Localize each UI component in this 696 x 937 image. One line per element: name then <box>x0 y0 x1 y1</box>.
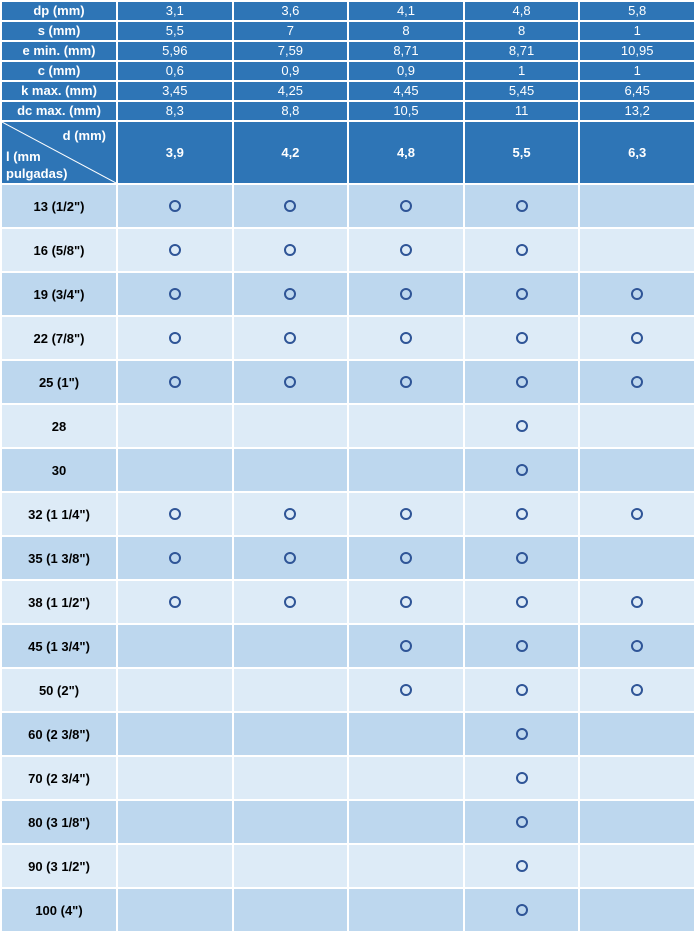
spec-label: c (mm) <box>2 62 116 80</box>
ring-icon <box>169 508 181 520</box>
length-label: 45 (1 3/4") <box>2 625 116 667</box>
spec-label: dc max. (mm) <box>2 102 116 120</box>
ring-icon <box>284 552 296 564</box>
availability-cell <box>234 625 348 667</box>
table-row <box>2 317 694 359</box>
ring-icon <box>400 288 412 300</box>
availability-cell <box>118 581 232 623</box>
spec-label: s (mm) <box>2 22 116 40</box>
ring-icon <box>169 200 181 212</box>
table-row <box>2 449 694 491</box>
spec-value: 8,8 <box>234 102 348 120</box>
availability-cell <box>349 185 463 227</box>
availability-cell <box>465 801 579 843</box>
availability-cell <box>349 889 463 931</box>
spec-row <box>2 62 694 80</box>
length-label: 13 (1/2") <box>2 185 116 227</box>
length-label: 80 (3 1/8") <box>2 801 116 843</box>
spec-value: 1 <box>580 62 694 80</box>
l-axis-label-line2: pulgadas) <box>6 166 68 181</box>
availability-cell <box>465 361 579 403</box>
diameter-header: 6,3 <box>580 122 694 183</box>
availability-cell <box>465 713 579 755</box>
spec-value: 3,45 <box>118 82 232 100</box>
availability-cell <box>465 229 579 271</box>
ring-icon <box>631 596 643 608</box>
length-label: 35 (1 3/8") <box>2 537 116 579</box>
length-label: 50 (2") <box>2 669 116 711</box>
spec-value: 11 <box>465 102 579 120</box>
d-axis-label: d (mm) <box>62 128 106 143</box>
spec-value: 13,2 <box>580 102 694 120</box>
availability-cell <box>118 405 232 447</box>
ring-icon <box>516 904 528 916</box>
ring-icon <box>400 552 412 564</box>
spec-value: 4,1 <box>349 2 463 20</box>
availability-cell <box>118 713 232 755</box>
availability-cell <box>234 581 348 623</box>
spec-value: 3,6 <box>234 2 348 20</box>
availability-cell <box>234 757 348 799</box>
ring-icon <box>631 332 643 344</box>
ring-icon <box>400 200 412 212</box>
availability-cell <box>580 405 694 447</box>
spec-label: k max. (mm) <box>2 82 116 100</box>
availability-cell <box>465 757 579 799</box>
availability-cell <box>234 845 348 887</box>
length-label: 25 (1") <box>2 361 116 403</box>
availability-cell <box>234 361 348 403</box>
table-row <box>2 273 694 315</box>
ring-icon <box>400 596 412 608</box>
ring-icon <box>516 420 528 432</box>
availability-cell <box>234 493 348 535</box>
availability-cell <box>465 581 579 623</box>
spec-value: 8,71 <box>349 42 463 60</box>
availability-cell <box>349 449 463 491</box>
availability-cell <box>349 845 463 887</box>
spec-value: 1 <box>465 62 579 80</box>
spec-value: 5,45 <box>465 82 579 100</box>
table-row <box>2 405 694 447</box>
availability-cell <box>349 757 463 799</box>
spec-value: 0,9 <box>234 62 348 80</box>
ring-icon <box>169 244 181 256</box>
spec-value: 7,59 <box>234 42 348 60</box>
ring-icon <box>284 288 296 300</box>
availability-cell <box>349 625 463 667</box>
availability-cell <box>234 801 348 843</box>
availability-cell <box>349 229 463 271</box>
availability-cell <box>349 317 463 359</box>
spec-value: 6,45 <box>580 82 694 100</box>
ring-icon <box>284 376 296 388</box>
table-row <box>2 757 694 799</box>
availability-cell <box>349 493 463 535</box>
availability-cell <box>234 317 348 359</box>
spec-value: 4,25 <box>234 82 348 100</box>
l-axis-label <box>6 148 67 182</box>
availability-cell <box>580 537 694 579</box>
spec-value: 8 <box>465 22 579 40</box>
ring-icon <box>516 816 528 828</box>
availability-cell <box>118 317 232 359</box>
table-row <box>2 361 694 403</box>
availability-cell <box>580 449 694 491</box>
ring-icon <box>516 244 528 256</box>
spec-value: 8 <box>349 22 463 40</box>
availability-cell <box>465 889 579 931</box>
table-row <box>2 581 694 623</box>
table-row <box>2 537 694 579</box>
availability-cell <box>580 493 694 535</box>
spec-row <box>2 42 694 60</box>
availability-cell <box>465 185 579 227</box>
spec-value: 7 <box>234 22 348 40</box>
availability-cell <box>580 229 694 271</box>
table-row <box>2 889 694 931</box>
length-label: 90 (3 1/2") <box>2 845 116 887</box>
ring-icon <box>516 860 528 872</box>
availability-cell <box>349 669 463 711</box>
ring-icon <box>516 728 528 740</box>
ring-icon <box>631 684 643 696</box>
availability-cell <box>234 537 348 579</box>
availability-cell <box>580 669 694 711</box>
spec-value: 8,3 <box>118 102 232 120</box>
availability-cell <box>234 889 348 931</box>
spec-value: 10,5 <box>349 102 463 120</box>
spec-value: 10,95 <box>580 42 694 60</box>
availability-cell <box>234 713 348 755</box>
spec-row <box>2 82 694 100</box>
availability-cell <box>349 361 463 403</box>
availability-cell <box>118 229 232 271</box>
table-row <box>2 625 694 667</box>
availability-cell <box>234 273 348 315</box>
availability-cell <box>465 493 579 535</box>
spec-label: dp (mm) <box>2 2 116 20</box>
length-label: 32 (1 1/4") <box>2 493 116 535</box>
length-label: 38 (1 1/2") <box>2 581 116 623</box>
length-label: 16 (5/8") <box>2 229 116 271</box>
spec-value: 1 <box>580 22 694 40</box>
spec-row <box>2 22 694 40</box>
length-label: 28 <box>2 405 116 447</box>
ring-icon <box>516 684 528 696</box>
availability-cell <box>580 889 694 931</box>
ring-icon <box>400 332 412 344</box>
ring-icon <box>516 288 528 300</box>
availability-cell <box>234 405 348 447</box>
availability-cell <box>580 361 694 403</box>
availability-cell <box>118 537 232 579</box>
availability-cell <box>580 185 694 227</box>
availability-cell <box>234 449 348 491</box>
spec-value: 5,5 <box>118 22 232 40</box>
availability-cell <box>349 537 463 579</box>
spec-value: 5,96 <box>118 42 232 60</box>
ring-icon <box>400 376 412 388</box>
ring-icon <box>516 640 528 652</box>
availability-cell <box>580 625 694 667</box>
ring-icon <box>169 376 181 388</box>
ring-icon <box>516 508 528 520</box>
availability-cell <box>349 581 463 623</box>
availability-cell <box>580 757 694 799</box>
availability-cell <box>580 801 694 843</box>
availability-cell <box>118 801 232 843</box>
ring-icon <box>284 332 296 344</box>
ring-icon <box>169 596 181 608</box>
availability-cell <box>118 185 232 227</box>
spec-value: 4,45 <box>349 82 463 100</box>
availability-cell <box>580 845 694 887</box>
ring-icon <box>516 772 528 784</box>
ring-icon <box>169 332 181 344</box>
ring-icon <box>516 464 528 476</box>
diameter-header: 4,8 <box>349 122 463 183</box>
availability-cell <box>118 625 232 667</box>
length-label: 70 (2 3/4") <box>2 757 116 799</box>
length-label: 30 <box>2 449 116 491</box>
availability-cell <box>118 449 232 491</box>
availability-cell <box>580 713 694 755</box>
ring-icon <box>169 552 181 564</box>
availability-cell <box>118 889 232 931</box>
ring-icon <box>631 508 643 520</box>
length-label: 60 (2 3/8") <box>2 713 116 755</box>
availability-cell <box>118 669 232 711</box>
availability-cell <box>118 845 232 887</box>
availability-cell <box>465 273 579 315</box>
ring-icon <box>400 244 412 256</box>
availability-cell <box>349 801 463 843</box>
availability-cell <box>234 229 348 271</box>
availability-cell <box>349 713 463 755</box>
ring-icon <box>284 596 296 608</box>
table-row <box>2 229 694 271</box>
availability-cell <box>118 757 232 799</box>
ring-icon <box>516 376 528 388</box>
availability-cell <box>465 537 579 579</box>
availability-cell <box>465 405 579 447</box>
spec-value: 5,8 <box>580 2 694 20</box>
diameter-header-row <box>2 122 694 183</box>
spec-value: 3,1 <box>118 2 232 20</box>
ring-icon <box>284 508 296 520</box>
ring-icon <box>516 200 528 212</box>
ring-icon <box>400 640 412 652</box>
table-row <box>2 669 694 711</box>
ring-icon <box>400 684 412 696</box>
availability-cell <box>465 669 579 711</box>
spec-row <box>2 2 694 20</box>
availability-cell <box>234 669 348 711</box>
availability-cell <box>118 493 232 535</box>
availability-cell <box>465 317 579 359</box>
ring-icon <box>631 640 643 652</box>
availability-cell <box>580 317 694 359</box>
availability-cell <box>349 405 463 447</box>
diagonal-header-cell <box>2 122 116 183</box>
table-row <box>2 845 694 887</box>
spec-row <box>2 102 694 120</box>
ring-icon <box>516 596 528 608</box>
length-label: 19 (3/4") <box>2 273 116 315</box>
ring-icon <box>169 288 181 300</box>
spec-value: 0,9 <box>349 62 463 80</box>
availability-cell <box>465 625 579 667</box>
l-axis-label-line1: l (mm <box>6 149 41 164</box>
ring-icon <box>631 376 643 388</box>
spec-label: e min. (mm) <box>2 42 116 60</box>
diameter-header: 5,5 <box>465 122 579 183</box>
availability-cell <box>465 845 579 887</box>
length-label: 100 (4") <box>2 889 116 931</box>
ring-icon <box>284 200 296 212</box>
length-label: 22 (7/8") <box>2 317 116 359</box>
diameter-header: 4,2 <box>234 122 348 183</box>
availability-cell <box>234 185 348 227</box>
availability-cell <box>580 581 694 623</box>
availability-cell <box>349 273 463 315</box>
availability-cell <box>118 361 232 403</box>
spec-value: 8,71 <box>465 42 579 60</box>
availability-cell <box>118 273 232 315</box>
ring-icon <box>516 552 528 564</box>
ring-icon <box>516 332 528 344</box>
table-row <box>2 493 694 535</box>
ring-icon <box>400 508 412 520</box>
ring-icon <box>631 288 643 300</box>
availability-cell <box>580 273 694 315</box>
availability-cell <box>465 449 579 491</box>
spec-value: 0,6 <box>118 62 232 80</box>
table-row <box>2 713 694 755</box>
table-row <box>2 185 694 227</box>
ring-icon <box>284 244 296 256</box>
table-row <box>2 801 694 843</box>
diameter-header: 3,9 <box>118 122 232 183</box>
spec-value: 4,8 <box>465 2 579 20</box>
